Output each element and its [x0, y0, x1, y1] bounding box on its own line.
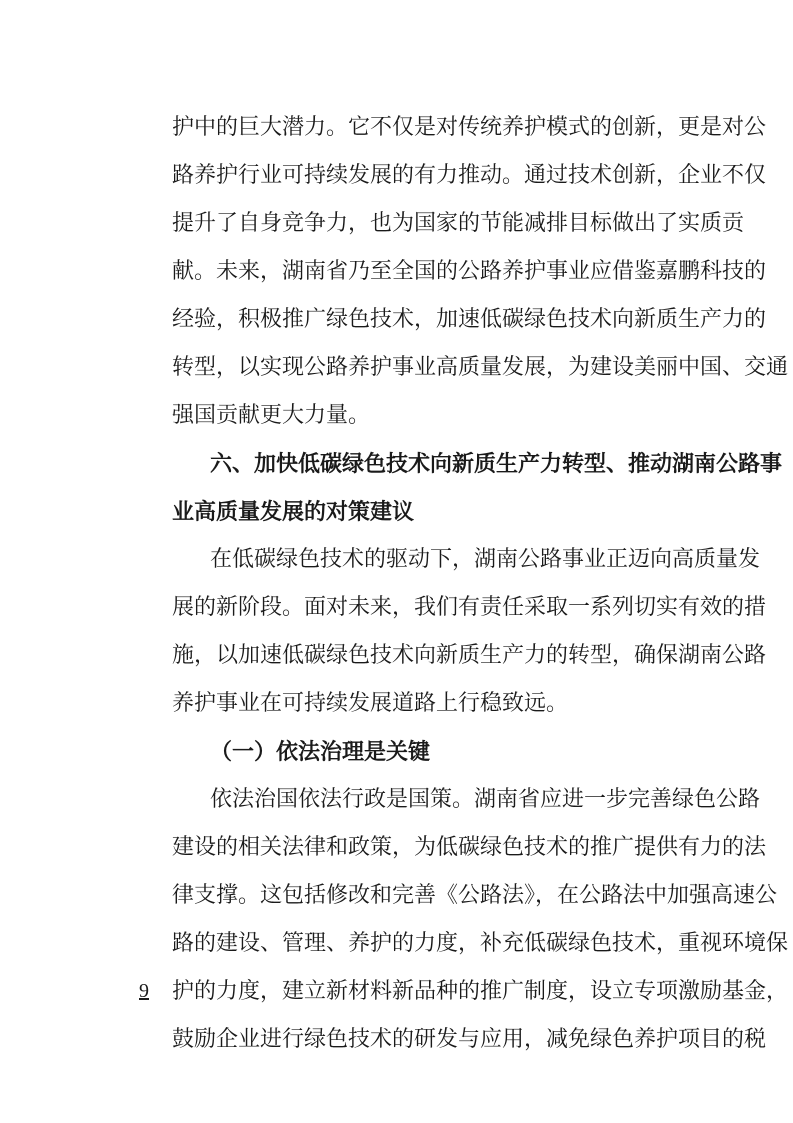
body-text-line: 养护事业在可持续发展道路上行稳致远。: [172, 691, 569, 716]
body-text-line: 路的建设、管理、养护的力度，补充低碳绿色技术，重视环境保: [172, 931, 789, 956]
body-text-line: 展的新阶段。面对未来，我们有责任采取一系列切实有效的措: [172, 595, 767, 620]
section-heading: 业高质量发展的对策建议: [172, 499, 415, 525]
body-text-line: 建设的相关法律和政策，为低碳绿色技术的推广提供有力的法: [172, 835, 767, 860]
body-text-line: 路养护行业可持续发展的有力推动。通过技术创新，企业不仅: [172, 163, 767, 188]
body-text-line: 施，以加速低碳绿色技术向新质生产力的转型，确保湖南公路: [172, 643, 767, 668]
page-number: 9: [139, 980, 149, 1002]
body-text-line: 转型，以实现公路养护事业高质量发展，为建设美丽中国、交通: [172, 355, 789, 380]
body-text-line: 律支撑。这包括修改和完善《公路法》，在公路法中加强高速公: [172, 883, 778, 908]
subsection-heading: （一）依法治理是关键: [210, 739, 431, 765]
body-text-line: 经验，积极推广绿色技术，加速低碳绿色技术向新质生产力的: [172, 307, 767, 332]
body-text-line: 在低碳绿色技术的驱动下，湖南公路事业正迈向高质量发: [210, 547, 761, 572]
body-text-line: 献。未来，湖南省乃至全国的公路养护事业应借鉴嘉鹏科技的: [172, 259, 767, 284]
body-text-line: 鼓励企业进行绿色技术的研发与应用，减免绿色养护项目的税: [172, 1027, 767, 1052]
body-text-line: 提升了自身竞争力，也为国家的节能减排目标做出了实质贡: [172, 211, 745, 236]
body-text-line: 护中的巨大潜力。它不仅是对传统养护模式的创新，更是对公: [172, 115, 767, 140]
section-heading: 六、加快低碳绿色技术向新质生产力转型、推动湖南公路事: [210, 451, 783, 477]
body-text-line: 护的力度，建立新材料新品种的推广制度，设立专项激励基金，: [172, 979, 789, 1004]
body-text-line: 依法治国依法行政是国策。湖南省应进一步完善绿色公路: [210, 787, 761, 812]
body-text-line: 强国贡献更大力量。: [172, 403, 371, 428]
